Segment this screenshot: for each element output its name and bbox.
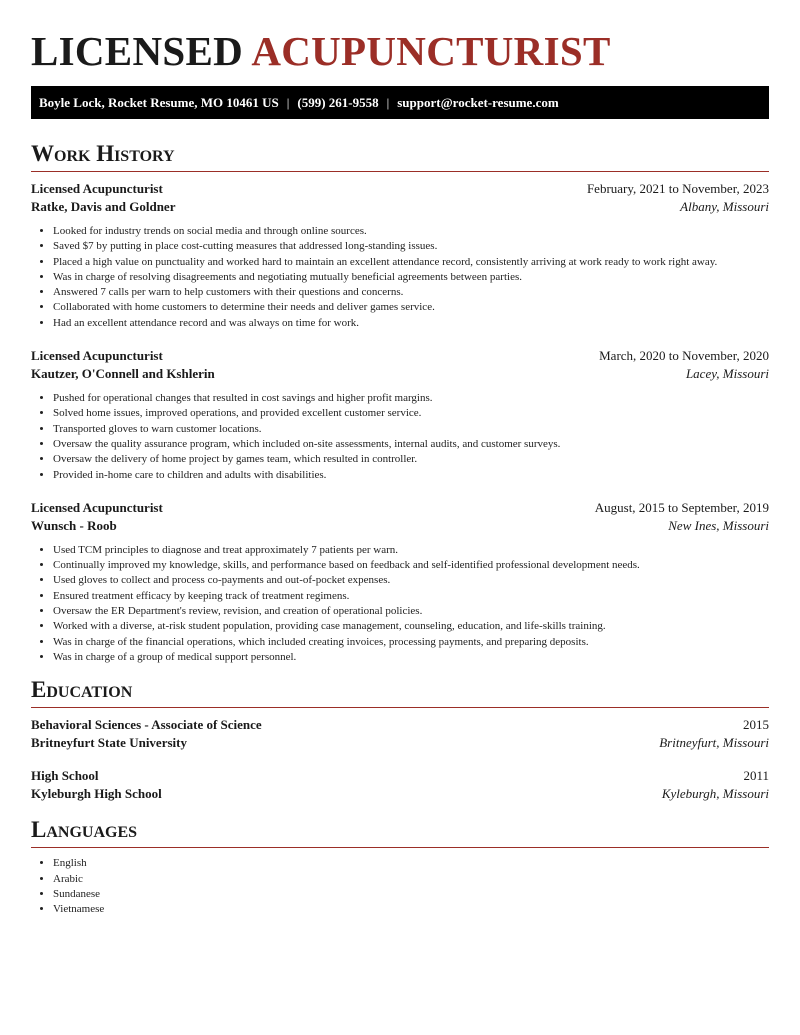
- bullet-item: • Was in charge of a group of medical support personnel.: [53, 650, 769, 665]
- bullet-item: • Collaborated with home customers to determine their needs and deliver games service.: [53, 300, 769, 315]
- job-title: Licensed Acupuncturist: [31, 348, 163, 364]
- bullet-item: • Used gloves to collect and process co-payments and out-of-pocket expenses.: [53, 573, 769, 588]
- bullet-item: • Was in charge of resolving disagreements and negotiating mutually beneficial agreements between parties.: [53, 270, 769, 285]
- job-bullets: [31, 543, 769, 665]
- job-title: Licensed Acupuncturist: [31, 499, 163, 515]
- job-location: Albany, Missouri: [680, 199, 769, 214]
- language-item: • Arabic: [53, 872, 769, 887]
- job-dates: March, 2020 to November, 2020: [599, 348, 769, 364]
- bullet-item: • Oversaw the quality assurance program, which included on-site assessments, internal audits, and customer surveys.: [53, 437, 769, 452]
- edu-location: Kyleburgh, Missouri: [661, 786, 769, 802]
- bullet-item: • Worked with a diverse, at-risk student population, providing case management, counseling, education, and life-skills training.: [53, 619, 769, 634]
- edu-location: Britneyfurt, Missouri: [659, 735, 769, 751]
- languages-list: [31, 856, 769, 917]
- section-title-languages: Languages: [31, 817, 769, 848]
- bullet-item: • Placed a high value on punctuality and worked hard to maintain an excellent attendance record, consistently arriving at work ready to work right away.: [53, 255, 769, 270]
- bullet-item: • Continually improved my knowledge, skills, and performance based on feedback and self-identified professional development needs.: [53, 558, 769, 573]
- job-bullets: [31, 391, 769, 483]
- edu-degree: Behavioral Sciences - Associate of Science: [31, 717, 262, 733]
- contact-bar: [31, 86, 769, 119]
- bullet-item: • Solved home issues, improved operations, and provided excellent customer service.: [53, 406, 769, 421]
- section-title-work-history: Work History: [31, 141, 769, 172]
- bullet-item: • Had an excellent attendance record and was always on time for work.: [53, 316, 769, 331]
- edu-degree: High School: [31, 768, 99, 784]
- job-location: New Ines, Missouri: [668, 517, 769, 533]
- name-last: ACUPUNCTURIST: [251, 28, 611, 74]
- contact-email[interactable]: support@rocket-resume.com: [397, 94, 559, 110]
- education-entry: [31, 767, 769, 803]
- language-item: • English: [53, 856, 769, 871]
- job-company: Kautzer, O'Connell and Kshlerin: [31, 366, 215, 382]
- contact-separator: |: [286, 94, 290, 110]
- job-title: Licensed Acupuncturist: [31, 181, 163, 196]
- job-dates: August, 2015 to September, 2019: [594, 499, 769, 515]
- language-item: • Vietnamese: [53, 902, 769, 917]
- bullet-item: • Pushed for operational changes that resulted in cost savings and higher profit margins.: [53, 391, 769, 406]
- resume-page: [31, 0, 769, 917]
- bullet-item: • Ensured treatment efficacy by keeping track of treatment regimens.: [53, 589, 769, 604]
- edu-school: Kyleburgh High School: [31, 786, 162, 802]
- bullet-item: • Transported gloves to warn customer locations.: [53, 422, 769, 437]
- edu-year: 2011: [743, 768, 769, 784]
- work-entry: [31, 180, 769, 331]
- bullet-item: • Saved $7 by putting in place cost-cutting measures that addressed long-standing issues.: [53, 239, 769, 254]
- job-dates: February, 2021 to November, 2023: [586, 181, 769, 196]
- job-company: Ratke, Davis and Goldner: [31, 199, 176, 214]
- resume-name: [31, 28, 769, 74]
- work-entry: [31, 347, 769, 483]
- work-entry: [31, 499, 769, 665]
- bullet-item: • Used TCM principles to diagnose and treat approximately 7 patients per warn.: [53, 543, 769, 558]
- job-bullets: [31, 224, 769, 331]
- bullet-item: • Oversaw the ER Department's review, revision, and creation of operational policies.: [53, 604, 769, 619]
- job-company: Wunsch - Roob: [31, 517, 117, 533]
- bullet-item: • Looked for industry trends on social media and through online sources.: [53, 224, 769, 239]
- contact-address: Boyle Lock, Rocket Resume, MO 10461 US: [39, 94, 279, 110]
- edu-year: 2015: [743, 717, 769, 733]
- bullet-item: • Was in charge of the financial operations, which included creating invoices, processing payments, and preparing deposits.: [53, 635, 769, 650]
- name-first: LICENSED: [31, 28, 244, 74]
- bullet-item: • Provided in-home care to children and adults with disabilities.: [53, 468, 769, 483]
- contact-phone: (599) 261-9558: [297, 94, 379, 110]
- education-entry: [31, 716, 769, 752]
- bullet-item: • Answered 7 calls per warn to help customers with their questions and concerns.: [53, 285, 769, 300]
- section-title-education: Education: [31, 677, 769, 708]
- bullet-item: • Oversaw the delivery of home project by games team, which resulted in controller.: [53, 452, 769, 467]
- job-location: Lacey, Missouri: [685, 366, 769, 382]
- language-item: • Sundanese: [53, 887, 769, 902]
- contact-separator: |: [386, 94, 390, 110]
- edu-school: Britneyfurt State University: [31, 735, 187, 751]
